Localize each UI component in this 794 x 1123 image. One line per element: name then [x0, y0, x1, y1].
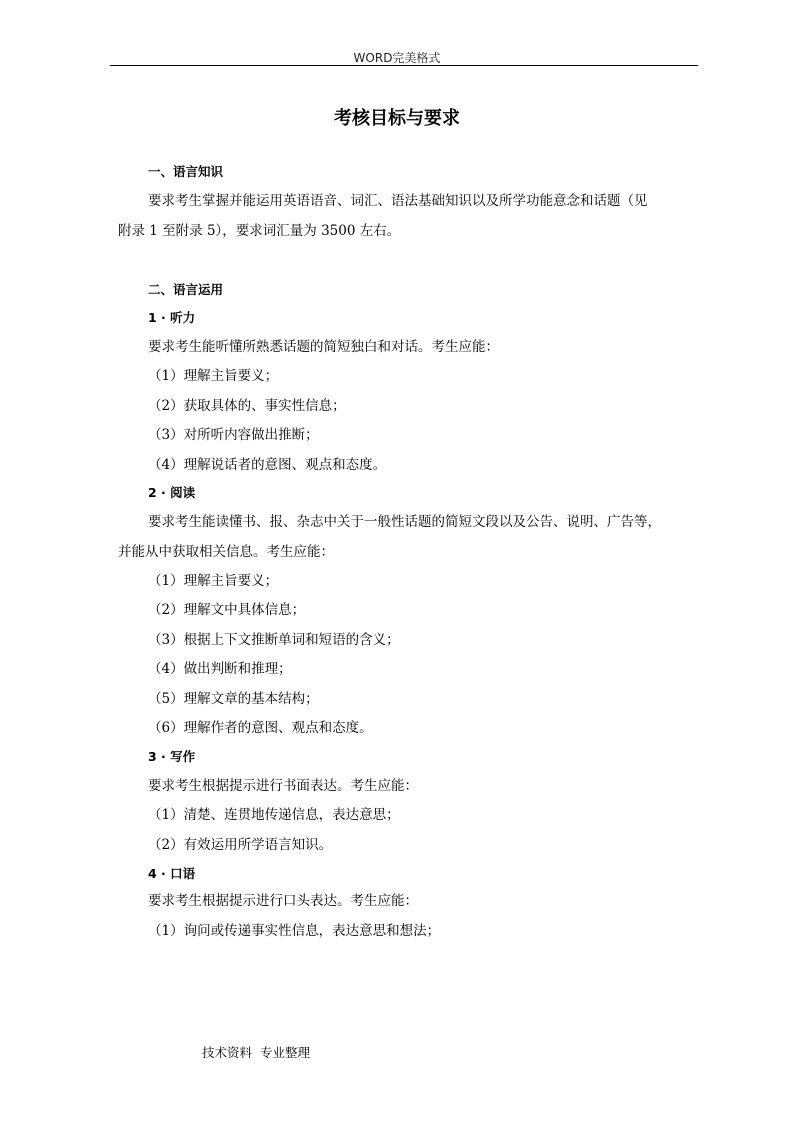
- list-item: （2）理解文中具体信息；: [148, 602, 306, 618]
- list-item: （6）理解作者的意图、观点和态度。: [148, 720, 373, 736]
- list-item: （3）对所听内容做出推断；: [148, 427, 319, 443]
- paragraph-line: 附录 1 至附录 5），要求词汇量为 3500 左右。: [118, 223, 401, 239]
- paragraph-line: 要求考生掌握并能运用英语语音、词汇、语法基础知识以及所学功能意念和话题（见: [148, 193, 648, 209]
- list-item: （2）有效运用所学语言知识。: [148, 837, 333, 853]
- subsection-heading-listening: 1 · 听力: [148, 310, 196, 325]
- list-item: （4）理解说话者的意图、观点和态度。: [148, 457, 387, 473]
- list-item: （2）获取具体的、事实性信息；: [148, 398, 346, 414]
- section-heading-language-use: 二、语言运用: [148, 282, 224, 297]
- paragraph-line: 要求考生能听懂所熟悉话题的简短独白和对话。考生应能：: [148, 339, 499, 355]
- list-item: （1）理解主旨要义；: [148, 573, 279, 589]
- subsection-heading-speaking: 4 · 口语: [148, 866, 196, 881]
- list-item: （1）询问或传递事实性信息，表达意思和想法；: [148, 923, 441, 939]
- paragraph-line: 并能从中获取相关信息。考生应能：: [118, 544, 334, 560]
- list-item: （1）理解主旨要义；: [148, 368, 279, 384]
- list-item: （4）做出判断和推理；: [148, 661, 292, 677]
- paragraph-line: 要求考生能读懂书、报、杂志中关于一般性话题的简短文段以及公告、说明、广告等，: [148, 514, 661, 530]
- subsection-heading-writing: 3 · 写作: [148, 749, 196, 764]
- paragraph-line: 要求考生根据提示进行书面表达。考生应能：: [148, 778, 418, 794]
- subsection-heading-reading: 2 · 阅读: [148, 485, 196, 500]
- list-item: （1）清楚、连贯地传递信息，表达意思；: [148, 807, 400, 823]
- list-item: （5）理解文章的基本结构；: [148, 691, 319, 707]
- header-divider: [110, 65, 698, 66]
- list-item: （3）根据上下文推断单词和短语的含义；: [148, 632, 400, 648]
- paragraph-line: 要求考生根据提示进行口头表达。考生应能：: [148, 893, 418, 909]
- document-title: 考核目标与要求: [334, 108, 460, 129]
- page-footer: 技术资料 专业整理: [202, 1045, 310, 1060]
- section-heading-language-knowledge: 一、语言知识: [148, 164, 224, 179]
- page-header: WORD完美格式: [353, 51, 441, 65]
